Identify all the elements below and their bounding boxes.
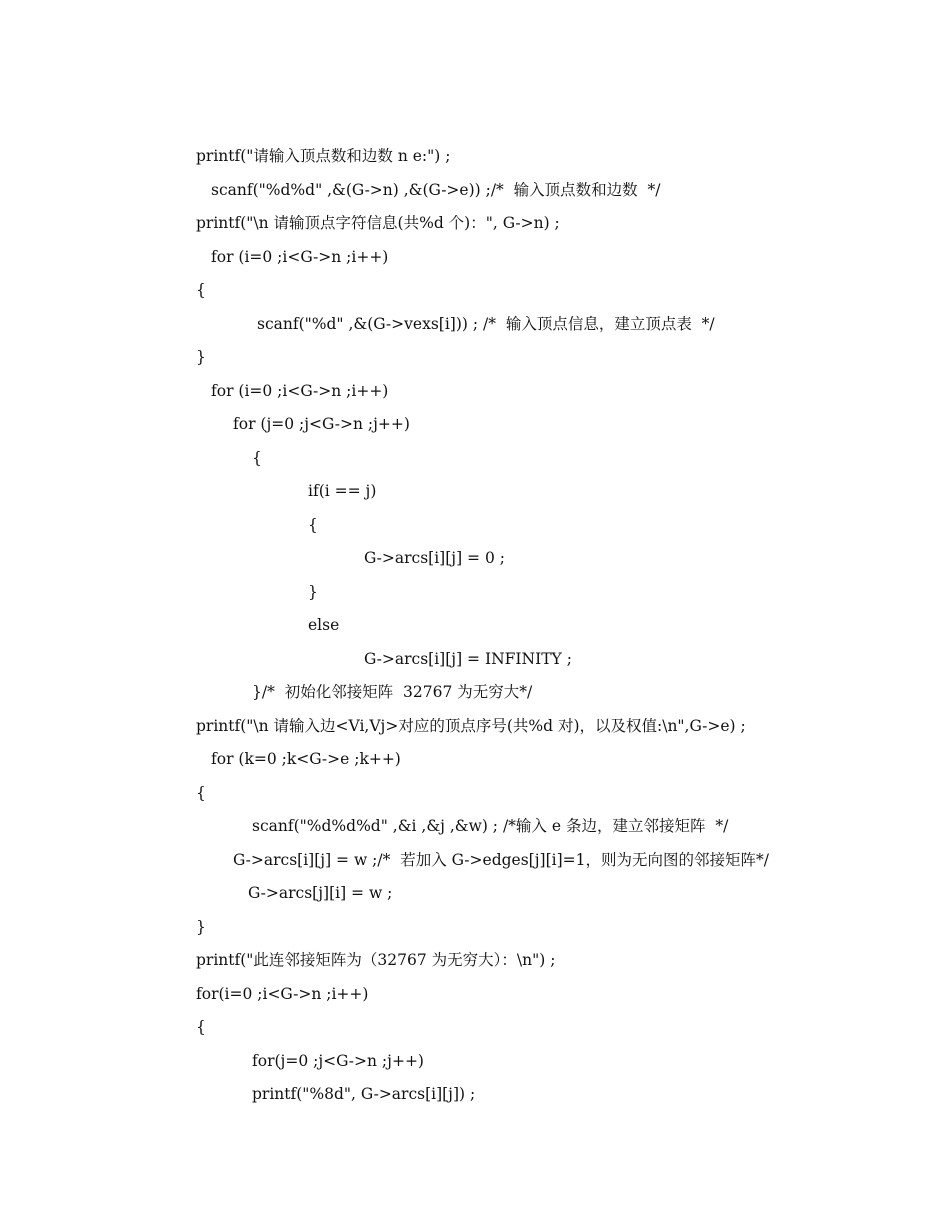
code-text: printf("\n 请输入边<Vi,Vj>对应的顶点序号(共%d 对)，以及权值:\n",G->e) ; (196, 716, 746, 735)
code-text: G->arcs[i][j] = w ;/* 若加入 G->edges[j][i]=1，则为无向图的邻接矩阵*/ (233, 850, 769, 869)
code-text: { (308, 515, 318, 534)
code-text: else (308, 616, 340, 634)
code-text: for(j=0 ;j<G->n ;j++) (252, 1051, 424, 1070)
code-line (0, 280, 950, 314)
code-line (0, 850, 950, 884)
code-text: printf("%8d", G->arcs[i][j]) ; (252, 1085, 476, 1103)
code-text: { (196, 281, 206, 299)
code-text: for (i=0 ;i<G->n ;i++) (211, 381, 389, 400)
code-text: scanf("%d" ,&(G->vexs[i])) ; /* 输入顶点信息，建立顶点表 */ (257, 314, 715, 333)
code-text: printf("此连邻接矩阵为（32767 为无穷大）：\n") ; (196, 951, 556, 969)
code-text: G->arcs[i][j] = INFINITY ; (364, 649, 572, 668)
code-line (0, 548, 950, 582)
code-line (0, 314, 950, 348)
code-line (0, 917, 950, 951)
code-line (0, 247, 950, 281)
code-line (0, 1017, 950, 1051)
code-text: { (196, 1018, 206, 1036)
code-line (0, 582, 950, 616)
code-text: { (196, 783, 206, 802)
code-text: scanf("%d%d" ,&(G->n) ,&(G->e)) ;/* 输入顶点数和边数 */ (211, 180, 661, 199)
code-line (0, 1051, 950, 1085)
code-line (0, 950, 950, 984)
code-text: } (196, 917, 206, 936)
code-text: printf("请输入顶点数和边数 n e:") ; (196, 147, 451, 165)
code-line (0, 347, 950, 381)
code-line (0, 816, 950, 850)
code-line (0, 649, 950, 683)
code-block (0, 146, 950, 1118)
code-line (0, 146, 950, 180)
code-line (0, 682, 950, 716)
code-line (0, 883, 950, 917)
code-line (0, 414, 950, 448)
code-text: } (308, 582, 318, 601)
code-line (0, 984, 950, 1018)
code-line (0, 515, 950, 549)
code-text: for (i=0 ;i<G->n ;i++) (211, 247, 389, 266)
code-text: G->arcs[j][i] = w ; (248, 884, 393, 902)
code-text: if(i == j) (308, 482, 377, 500)
code-line (0, 783, 950, 817)
code-text: printf("\n 请输顶点字符信息(共%d 个)：", G->n) ; (196, 214, 560, 232)
code-line (0, 749, 950, 783)
code-line (0, 213, 950, 247)
code-text: G->arcs[i][j] = 0 ; (364, 549, 505, 567)
code-line (0, 180, 950, 214)
code-line (0, 481, 950, 515)
code-text: } (196, 348, 206, 366)
code-text: { (252, 448, 262, 467)
code-line (0, 615, 950, 649)
code-line (0, 381, 950, 415)
code-line (0, 716, 950, 750)
code-text: for (j=0 ;j<G->n ;j++) (233, 415, 410, 433)
code-text: scanf("%d%d%d" ,&i ,&j ,&w) ; /*输入 e 条边，建立邻接矩阵 */ (252, 817, 729, 835)
code-line (0, 448, 950, 482)
code-text: }/* 初始化邻接矩阵 32767 为无穷大*/ (252, 683, 533, 701)
code-line (0, 1084, 950, 1118)
code-text: for(i=0 ;i<G->n ;i++) (196, 984, 369, 1003)
code-text: for (k=0 ;k<G->e ;k++) (211, 750, 401, 768)
